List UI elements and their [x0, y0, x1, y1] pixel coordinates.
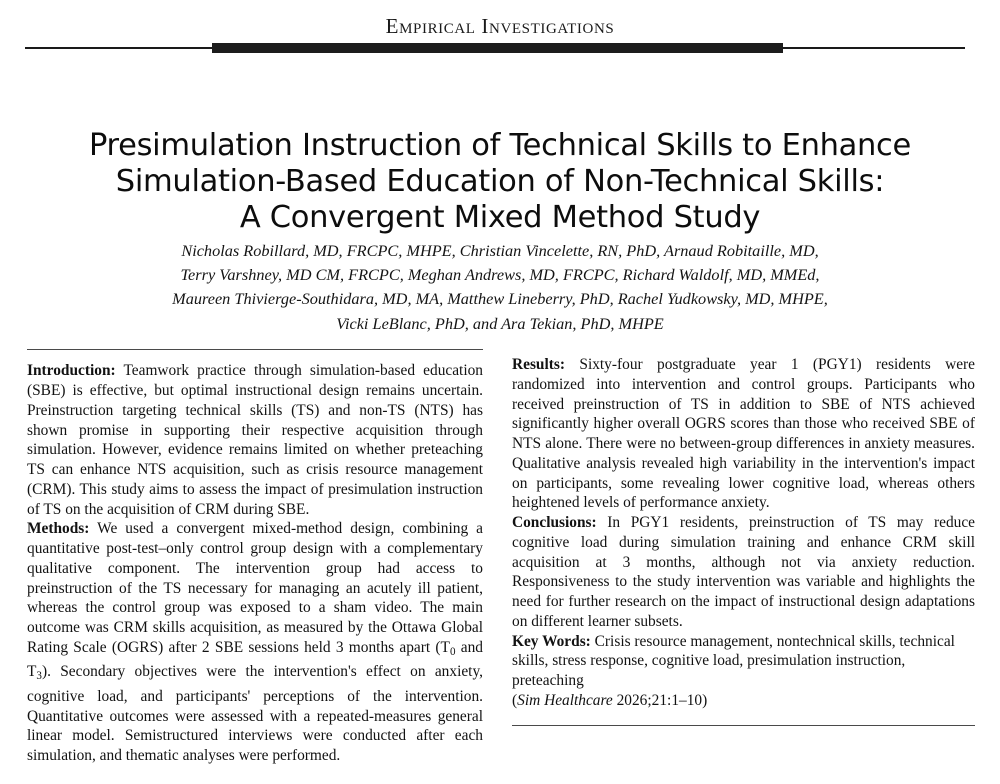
author-list [50, 239, 950, 336]
article-title [60, 128, 940, 236]
keywords-label: Key Words: [512, 632, 591, 650]
abstract-introduction [27, 361, 483, 519]
abstract-methods-text-part-2: and T [27, 638, 483, 681]
abstract-conclusions-label: Conclusions: [512, 514, 597, 531]
abstract-column-right [512, 355, 975, 726]
article-title-line-3: A Convergent Mixed Method Study [239, 200, 761, 236]
header-rule [25, 43, 965, 53]
keywords-text: Crisis resource management, nontechnical skills, technical skills, stress response, cognitive load, presimulation instruction, preteaching [512, 632, 955, 689]
header-rule-thin-left [25, 47, 213, 49]
citation-journal-name: Sim Healthcare [517, 691, 613, 709]
timepoint-three-subscript: 3 [36, 670, 42, 683]
header-rule-thick-bar [212, 43, 783, 53]
abstract-conclusions-text: In PGY1 residents, preinstruction of TS may reduce cognitive load during simulation training and enhance CRM skill acquisition at 3 months, although not via anxiety reduction. Responsiveness to the study intervention was variable and highlights the need for further research on the impact of instructional design adaptations on different learner subsets. [512, 514, 975, 630]
article-title-line-1: Presimulation Instruction of Technical Skills to Enhance [89, 128, 911, 164]
citation-open-paren: ( [512, 691, 518, 709]
header-rule-thin-right [782, 47, 965, 49]
journal-citation [512, 691, 975, 711]
abstract-methods-text-part-1: We used a convergent mixed-method design, combining a quantitative post-test–only control group design with a complementary qualitative component. The intervention group had access to preinstruction of the TS necessary for managing an acutely ill patient, whereas the control group was exposed to a sham video. The main outcome was CRM skills acquisition, as measured by the Ottawa Global Rating Scale (OGRS) after 2 SBE sessions held 3 months apart (T [27, 520, 483, 656]
author-line-2: Terry Varshney, MD CM, FRCPC, Meghan Andrews, MD, FRCPC, Richard Waldolf, MD, MMEd, [180, 265, 820, 285]
abstract-column-left [27, 349, 483, 766]
abstract-results-text: Sixty-four postgraduate year 1 (PGY1) residents were randomized into intervention and control groups. Participants who received preinstruction of TS in addition to SBE of NTS achieved significantly higher overall OGRS scores than those who received SBE of NTS alone. There were no between-group differences in anxiety measures. Qualitative analysis revealed high variability in the intervention's impact on participants, some revealing lower cognitive load, whereas others heightened levels of performance anxiety. [512, 356, 975, 512]
keywords [512, 632, 975, 691]
abstract-results-label: Results: [512, 356, 566, 373]
article-title-line-2: Simulation-Based Education of Non-Technical Skills: [115, 164, 885, 200]
running-head: Empirical Investigations [385, 14, 615, 38]
abstract-bottom-rule [512, 725, 975, 726]
abstract-methods-text-part-3: ). Secondary objectives were the intervention's effect on anxiety, cognitive load, and participants' perceptions of the intervention. Quantitative outcomes were assessed with a repeated-measures general linear model. Semistructured interviews were conducted after each simulation, and thematic analyses were performed. [27, 663, 483, 765]
author-line-3: Maureen Thivierge-Southidara, MD, MA, Matthew Lineberry, PhD, Rachel Yudkowsky, MD, MHPE, [172, 289, 828, 309]
abstract-results [512, 355, 975, 513]
timepoint-zero-subscript: 0 [449, 645, 456, 658]
abstract-methods-label: Methods: [27, 520, 90, 538]
author-line-1: Nicholas Robillard, MD, FRCPC, MHPE, Christian Vincelette, RN, PhD, Arnaud Robitaille, MD, [181, 241, 819, 260]
author-line-4: Vicki LeBlanc, PhD, and Ara Tekian, PhD, MHPE [336, 313, 664, 333]
abstract-introduction-text: Teamwork practice through simulation-based education (SBE) is effective, but optimal instructional design remains uncertain. Preinstruction targeting technical skills (TS) and non-TS (NTS) has shown promise in supporting their respective acquisition through simulation. However, evidence remains limited on whether preteaching TS can enhance NTS acquisition, such as crisis resource management (CRM). This study aims to assess the impact of presimulation instruction of TS on the acquisition of CRM during SBE. [27, 362, 483, 518]
citation-reference: 2026;21:1–10) [612, 691, 708, 709]
abstract-top-rule [27, 349, 483, 350]
abstract-introduction-label: Introduction: [27, 362, 116, 380]
abstract-conclusions [512, 513, 975, 632]
abstract-methods [27, 519, 483, 766]
